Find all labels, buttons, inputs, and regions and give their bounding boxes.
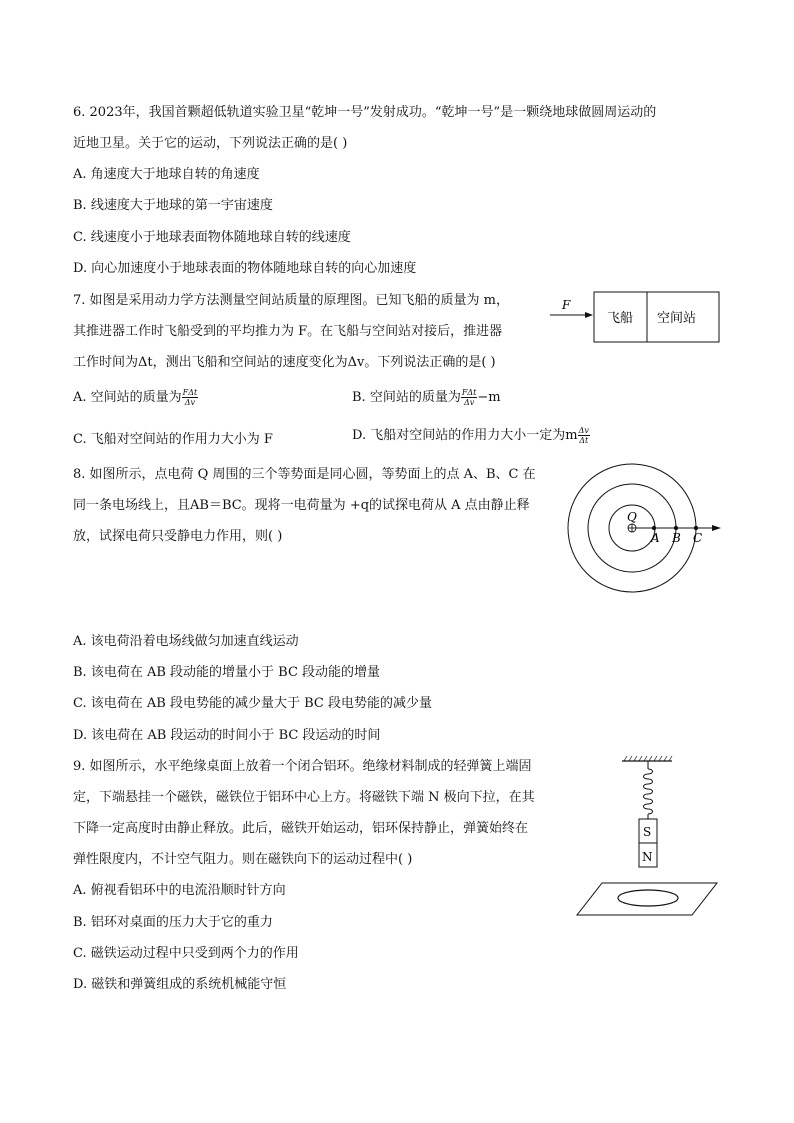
q7-option-b-suffix: −m <box>477 390 501 405</box>
q7-option-d-text: D. 飞船对空间站的作用力大小一定为m <box>352 428 578 443</box>
q9-option-b: B. 铝环对桌面的压力大于它的重力 <box>73 915 273 930</box>
q8-figure-arrowhead <box>712 525 721 531</box>
q7-option-b-fraction <box>461 388 478 407</box>
q7-option-a-numerator: FΔt <box>182 388 198 397</box>
q9-figure-ceiling-hatch <box>624 756 672 761</box>
q7-option-d <box>352 426 590 445</box>
q7-option-b <box>352 388 501 407</box>
q7-option-a-text: A. 空间站的质量为 <box>73 390 182 405</box>
q7-stem-line2: 其推进器工作时飞船受到的平均推力为 F。在飞船与空间站对接后，推进器 <box>73 324 503 339</box>
q9-stem-line2: 定，下端悬挂一个磁铁，磁铁位于铝环中心上方。将磁铁下端 N 极向下拉，在其 <box>73 790 535 805</box>
q6-stem-line2: 近地卫星。关于它的运动，下列说法正确的是( ) <box>73 136 348 151</box>
q7-option-d-numerator: Δv <box>578 426 589 435</box>
q8-figure-equipotentials <box>565 460 730 595</box>
q6-stem-line1: 6. 2023年，我国首颗超低轨道实验卫星“乾坤一号”发射成功。“乾坤一号”是一颗绕地球做圆周运动的 <box>73 105 657 120</box>
q8-stem-line1: 8. 如图所示，点电荷 Q 周围的三个等势面是同心圆，等势面上的点 A、B、C 在 <box>73 467 536 482</box>
q7-stem-line3: 工作时间为Δt，测出飞船和空间站的速度变化为Δv。下列说法正确的是( ) <box>73 355 496 370</box>
q8-stem-line2: 同一条电场线上，且AB＝BC。现将一电荷量为 +q的试探电荷从 A 点由静止释 <box>73 498 530 513</box>
q7-option-a-fraction <box>182 388 199 407</box>
q6-option-c: C. 线速度小于地球表面物体随地球自转的线速度 <box>73 230 351 245</box>
q7-figure-arrowhead <box>585 312 593 318</box>
q9-figure-ring <box>618 890 678 906</box>
q7-option-d-denominator: Δt <box>579 436 589 445</box>
q9-figure-label-n: N <box>642 850 653 864</box>
q7-figure-docking <box>545 288 725 348</box>
q7-option-b-denominator: Δv <box>463 398 475 407</box>
q9-figure-table <box>577 883 717 915</box>
q9-figure-label-s: S <box>643 825 652 839</box>
q7-option-b-text: B. 空间站的质量为 <box>352 390 461 405</box>
q8-figure-point-c <box>694 526 698 530</box>
q9-stem-line4: 弹性限度内，不计空气阻力。则在磁铁向下的运动过程中( ) <box>73 852 413 867</box>
q8-figure-point-b <box>674 526 678 530</box>
q7-option-c: C. 飞船对空间站的作用力大小为 F <box>73 432 273 447</box>
q8-figure-label-q: Q <box>627 510 637 524</box>
q6-option-b: B. 线速度大于地球的第一宇宙速度 <box>73 198 273 213</box>
q7-option-a <box>73 388 198 407</box>
q9-option-c: C. 磁铁运动过程中只受到两个力的作用 <box>73 946 299 961</box>
q8-option-b: B. 该电荷在 AB 段动能的增量小于 BC 段动能的增量 <box>73 665 381 680</box>
q8-figure-label-a: A <box>651 531 660 545</box>
q8-option-d: D. 该电荷在 AB 段运动的时间小于 BC 段运动的时间 <box>73 728 381 743</box>
q9-stem-line1: 9. 如图所示，水平绝缘桌面上放着一个闭合铝环。绝缘材料制成的轻弹簧上端固 <box>73 759 532 774</box>
q8-stem-line3: 放，试探电荷只受静电力作用，则( ) <box>73 529 283 544</box>
q8-figure-label-b: B <box>672 531 681 545</box>
q6-option-a: A. 角速度大于地球自转的角速度 <box>73 167 260 182</box>
q8-option-c: C. 该电荷在 AB 段电势能的减少量大于 BC 段电势能的减少量 <box>73 696 432 711</box>
q7-option-a-denominator: Δv <box>184 398 196 407</box>
q9-option-a: A. 俯视看铝环中的电流沿顺时针方向 <box>73 883 286 898</box>
q7-option-b-numerator: FΔt <box>461 388 477 397</box>
q9-figure-magnet-ring <box>572 755 724 920</box>
q8-option-a: A. 该电荷沿着电场线做匀加速直线运动 <box>73 634 299 649</box>
q9-figure-spring <box>644 769 653 814</box>
q7-figure-ship-label: 飞船 <box>607 311 634 326</box>
q7-figure-station-label: 空间站 <box>657 311 697 326</box>
q8-figure-label-c: C <box>693 531 703 545</box>
q7-stem-line1: 7. 如图是采用动力学方法测量空间站质量的原理图。已知飞船的质量为 m， <box>73 293 509 308</box>
q9-stem-line3: 下降一定高度时由静止释放。此后，磁铁开始运动，铝环保持静止，弹簧始终在 <box>73 821 529 836</box>
q6-option-d: D. 向心加速度小于地球表面的物体随地球自转的向心加速度 <box>73 261 417 276</box>
q8-figure-point-a <box>652 526 656 530</box>
q7-option-d-fraction <box>578 426 590 445</box>
q9-option-d: D. 磁铁和弹簧组成的系统机械能守恒 <box>73 977 287 992</box>
q7-figure-force-label: F <box>562 298 571 312</box>
